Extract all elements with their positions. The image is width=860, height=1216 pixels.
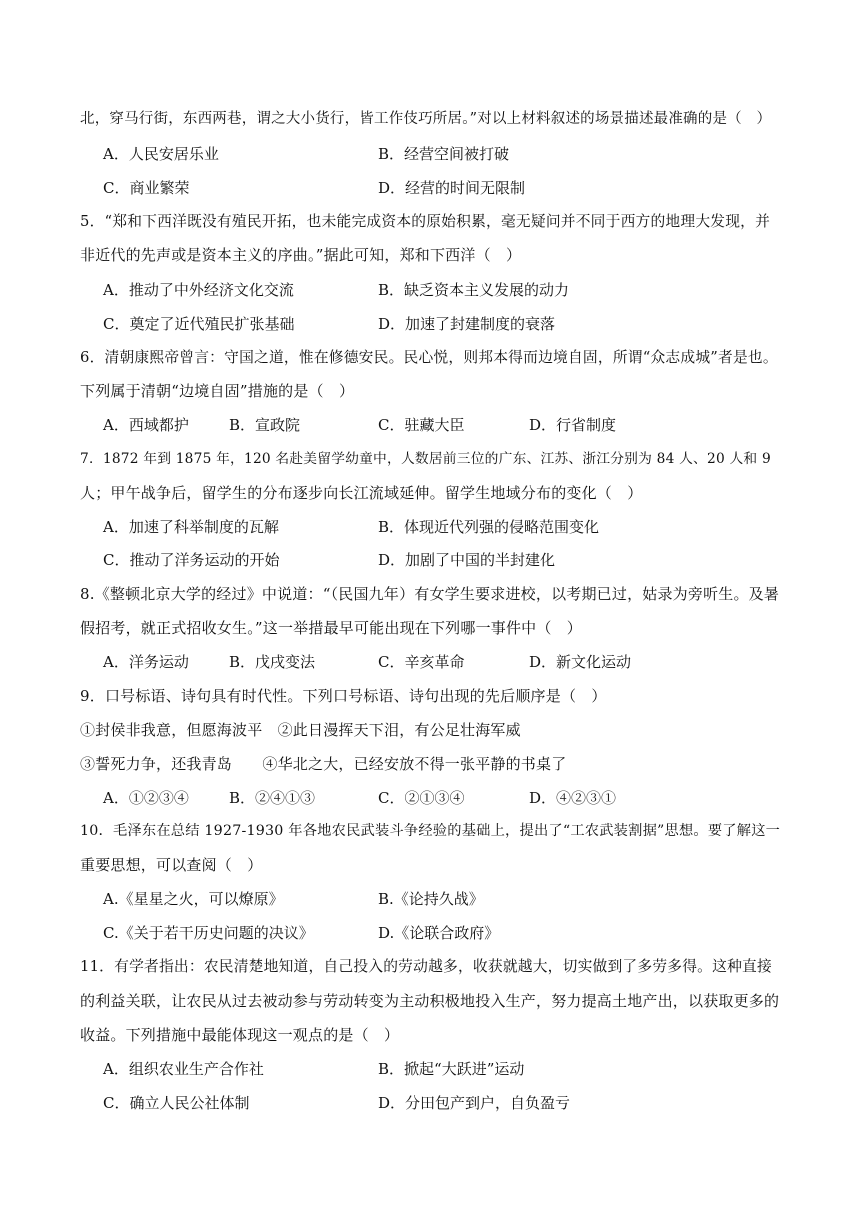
q9-stem-line1: 9．口号标语、诗句具有时代性。下列口号标语、诗句出现的先后顺序是（ ） — [80, 687, 607, 705]
q4-option-b: B．经营空间被打破 — [378, 145, 510, 163]
q9-option-d: D．④②③① — [529, 789, 617, 807]
q6-stem-line1: 6．清朝康熙帝曾言：守国之道，惟在修德安民。民心悦，则邦本得而边境自固，所谓“众志成城”者是也。 — [80, 349, 778, 366]
q11-stem-line1: 11．有学者指出：农民清楚地知道，自己投入的劳动越多，收获就越大，切实做到了多劳多得。这种直接 — [80, 958, 772, 975]
q9-items-1-2: ①封侯非我意，但愿海波平 ②此日漫挥天下泪，有公足壮海军威 — [80, 721, 521, 739]
q11-option-d: D．分田包产到户，自负盈亏 — [378, 1094, 571, 1112]
q5-stem-line1: 5．“郑和下西洋既没有殖民开拓，也未能完成资本的原始积累，毫无疑问并不同于西方的地理大发现，并 — [80, 213, 771, 230]
q8-stem-line2: 假招考，就正式招收女生。”这一举措最早可能出现在下列哪一事件中（ ） — [80, 619, 582, 637]
q7-stem-line2: 人；甲午战争后，留学生的分布逐步向长江流域延伸。留学生地域分布的变化（ ） — [80, 484, 643, 502]
q4-option-d: D．经营的时间无限制 — [378, 179, 526, 197]
q7-option-b: B．体现近代列强的侵略范围变化 — [378, 518, 600, 536]
q9-items-3-4: ③誓死力争，还我青岛 ④华北之大，已经安放不得一张平静的书桌了 — [80, 755, 567, 773]
q6-option-c: C．驻藏大臣 — [378, 416, 465, 434]
q11-option-c: C．确立人民公社体制 — [103, 1094, 250, 1112]
q4-option-c: C．商业繁荣 — [103, 179, 190, 197]
q5-stem-line2: 非近代的先声或是资本主义的序曲。”据此可知，郑和下西洋（ ） — [80, 246, 522, 264]
q5-option-c: C．奠定了近代殖民扩张基础 — [103, 315, 295, 333]
q11-stem-line3: 收益。下列措施中最能体现这一观点的是（ ） — [80, 1026, 400, 1044]
q8-option-b: B．戊戌变法 — [229, 653, 316, 671]
q10-option-c: C.《关于若干历史问题的决议》 — [103, 924, 314, 942]
q11-option-b: B．掀起“大跃进”运动 — [378, 1060, 525, 1078]
q5-option-a: A．推动了中外经济文化交流 — [103, 281, 294, 299]
q9-option-b: B．②④①③ — [229, 789, 316, 807]
q6-option-b: B．宣政院 — [229, 416, 301, 434]
q9-option-a: A．①②③④ — [103, 789, 189, 807]
q7-option-a: A．加速了科举制度的瓦解 — [103, 518, 279, 536]
q10-stem-line1: 10．毛泽东在总结 1927-1930 年各地农民武装斗争经验的基础上，提出了“工农武装割据”思想。要了解这一 — [80, 823, 781, 839]
q10-stem-line2: 重要思想，可以查阅（ ） — [80, 856, 263, 874]
q4-stem-tail: 北，穿马行街，东西两巷，谓之大小货行，皆工作伎巧所居。”对以上材料叙述的场景描述最准确的是（ ） — [80, 111, 772, 127]
q5-option-d: D．加速了封建制度的衰落 — [378, 315, 556, 333]
q11-option-a: A．组织农业生产合作社 — [103, 1060, 264, 1078]
q6-stem-line2: 下列属于清朝“边境自固”措施的是（ ） — [80, 382, 355, 400]
q4-option-a: A．人民安居乐业 — [103, 145, 219, 163]
q5-option-b: B．缺乏资本主义发展的动力 — [378, 281, 570, 299]
q10-option-b: B.《论持久战》 — [378, 890, 484, 908]
q9-option-c: C．②①③④ — [378, 789, 465, 807]
q11-stem-line2: 的利益关联，让农民从过去被动参与劳动转变为主动积极地投入生产，努力提高土地产出，以获取更多的 — [80, 992, 780, 1010]
q6-option-d: D．行省制度 — [529, 416, 617, 434]
q8-option-d: D．新文化运动 — [529, 653, 632, 671]
q7-option-c: C．推动了洋务运动的开始 — [103, 551, 280, 569]
q8-stem-line1: 8.《整顿北京大学的经过》中说道：“（民国九年）有女学生要求进校，以考期已过，姑录为旁听生。及暑 — [80, 585, 780, 603]
q7-option-d: D．加剧了中国的半封建化 — [378, 551, 556, 569]
q10-option-a: A.《星星之火，可以燎原》 — [103, 890, 284, 908]
q10-option-d: D.《论联合政府》 — [378, 924, 500, 942]
q7-stem-line1: 7．1872 年到 1875 年，120 名赴美留学幼童中，人数居前三位的广东、江苏、浙江分别为 84 人、20 人和 9 — [80, 451, 771, 467]
q8-option-c: C．辛亥革命 — [378, 653, 465, 671]
q6-option-a: A．西域都护 — [103, 416, 189, 434]
q8-option-a: A．洋务运动 — [103, 653, 189, 671]
